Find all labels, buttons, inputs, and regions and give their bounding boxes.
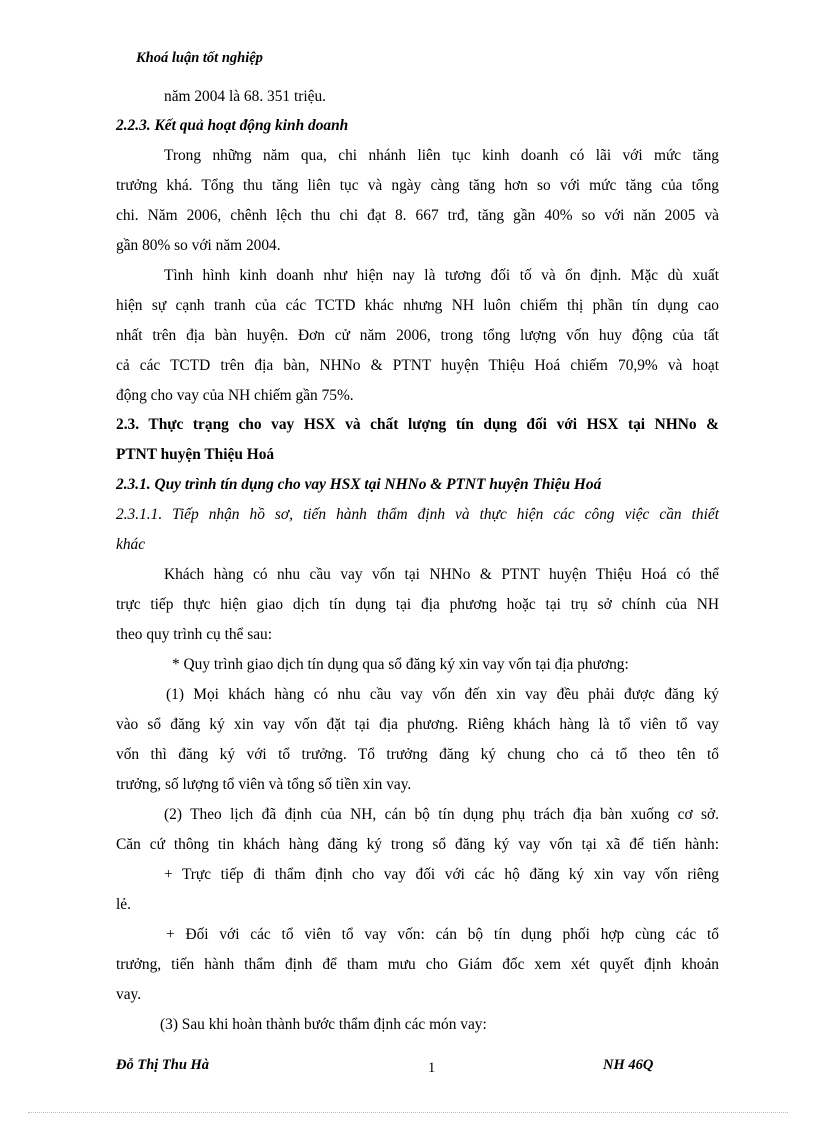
body-line: động cho vay của NH chiếm gần 75%. (116, 387, 354, 404)
body-line: trưởng khá. Tổng thu tăng liên tục và ngày càng tăng hơn so với mức tăng của tổng (116, 177, 719, 194)
running-header: Khoá luận tốt nghiệp (136, 50, 263, 66)
body-line: Căn cứ thông tin khách hàng đăng ký trong sổ đăng ký vay vốn tại xã để tiến hành: (116, 836, 719, 853)
body-line: * Quy trình giao dịch tín dụng qua sổ đăng ký xin vay vốn tại địa phương: (172, 656, 629, 673)
body-line: cả các TCTD trên địa bàn, NHNo & PTNT huyện Thiệu Hoá chiếm 70,9% và hoạt (116, 357, 719, 374)
body-line: nhất trên địa bàn huyện. Đơn cử năm 2006, trong tổng lượng vốn huy động của tất (116, 327, 719, 344)
body-line: (2) Theo lịch đã định của NH, cán bộ tín dụng phụ trách địa bàn xuống cơ sở. (164, 806, 719, 823)
footer-author: Đỗ Thị Thu Hà (116, 1057, 210, 1073)
subsection-heading: 2.3.1.1. Tiếp nhận hồ sơ, tiến hành thẩm định và thực hiện các công việc cần thiết (116, 506, 719, 523)
body-line: (1) Mọi khách hàng có nhu cầu vay vốn đến xin vay đều phải được đăng ký (166, 686, 719, 703)
body-line: vốn thì đăng ký với tổ trưởng. Tổ trưởng đăng ký chung cho cả tổ theo tên tổ (116, 746, 719, 763)
body-line: Trong những năm qua, chi nhánh liên tục kinh doanh có lãi với mức tăng (164, 147, 719, 164)
body-line: vào sổ đăng ký xin vay vốn đặt tại địa phương. Riêng khách hàng là tổ viên tổ vay (116, 716, 719, 733)
subsection-heading: khác (116, 536, 146, 553)
section-heading: 2.2.3. Kết quả hoạt động kinh doanh (116, 117, 349, 134)
body-line: trưởng, số lượng tổ viên và tổng số tiền xin vay. (116, 776, 412, 793)
body-line: chi. Năm 2006, chênh lệch thu chi đạt 8. 667 trđ, tăng gần 40% so với năn 2005 và (116, 207, 719, 224)
body-line: + Trực tiếp đi thẩm định cho vay đối với các hộ đăng ký xin vay vốn riêng (164, 866, 719, 883)
body-line: trực tiếp thực hiện giao dịch tín dụng tại địa phương hoặc tại trụ sở chính của NH (116, 596, 719, 613)
page-edge-divider (28, 1112, 788, 1113)
body-line: Tình hình kinh doanh như hiện nay là tương đối tố và ổn định. Mặc dù xuất (164, 267, 719, 284)
body-line: lẻ. (116, 896, 131, 913)
body-line: vay. (116, 986, 142, 1003)
body-line: theo quy trình cụ thể sau: (116, 626, 273, 643)
section-heading: PTNT huyện Thiệu Hoá (116, 446, 275, 463)
footer-class-code: NH 46Q (603, 1057, 654, 1073)
body-line: gần 80% so với năm 2004. (116, 237, 281, 254)
body-line: + Đối với các tổ viên tổ vay vốn: cán bộ tín dụng phối hợp cùng các tổ (166, 926, 719, 943)
subsection-heading: 2.3.1. Quy trình tín dụng cho vay HSX tại NHNo & PTNT huyện Thiệu Hoá (116, 476, 602, 493)
body-line: năm 2004 là 68. 351 triệu. (164, 88, 326, 105)
page-number: 1 (428, 1060, 436, 1076)
body-line: hiện sự cạnh tranh của các TCTD khác nhưng NH luôn chiếm thị phần tín dụng cao (116, 297, 719, 314)
section-heading: 2.3. Thực trạng cho vay HSX và chất lượng tín dụng đối với HSX tại NHNo & (116, 416, 719, 433)
body-line: Khách hàng có nhu cầu vay vốn tại NHNo & PTNT huyện Thiệu Hoá có thể (164, 566, 719, 583)
body-line: (3) Sau khi hoàn thành bước thẩm định các món vay: (160, 1016, 487, 1033)
body-line: trưởng, tiến hành thẩm định để tham mưu cho Giám đốc xem xét quyết định khoản (116, 956, 719, 973)
